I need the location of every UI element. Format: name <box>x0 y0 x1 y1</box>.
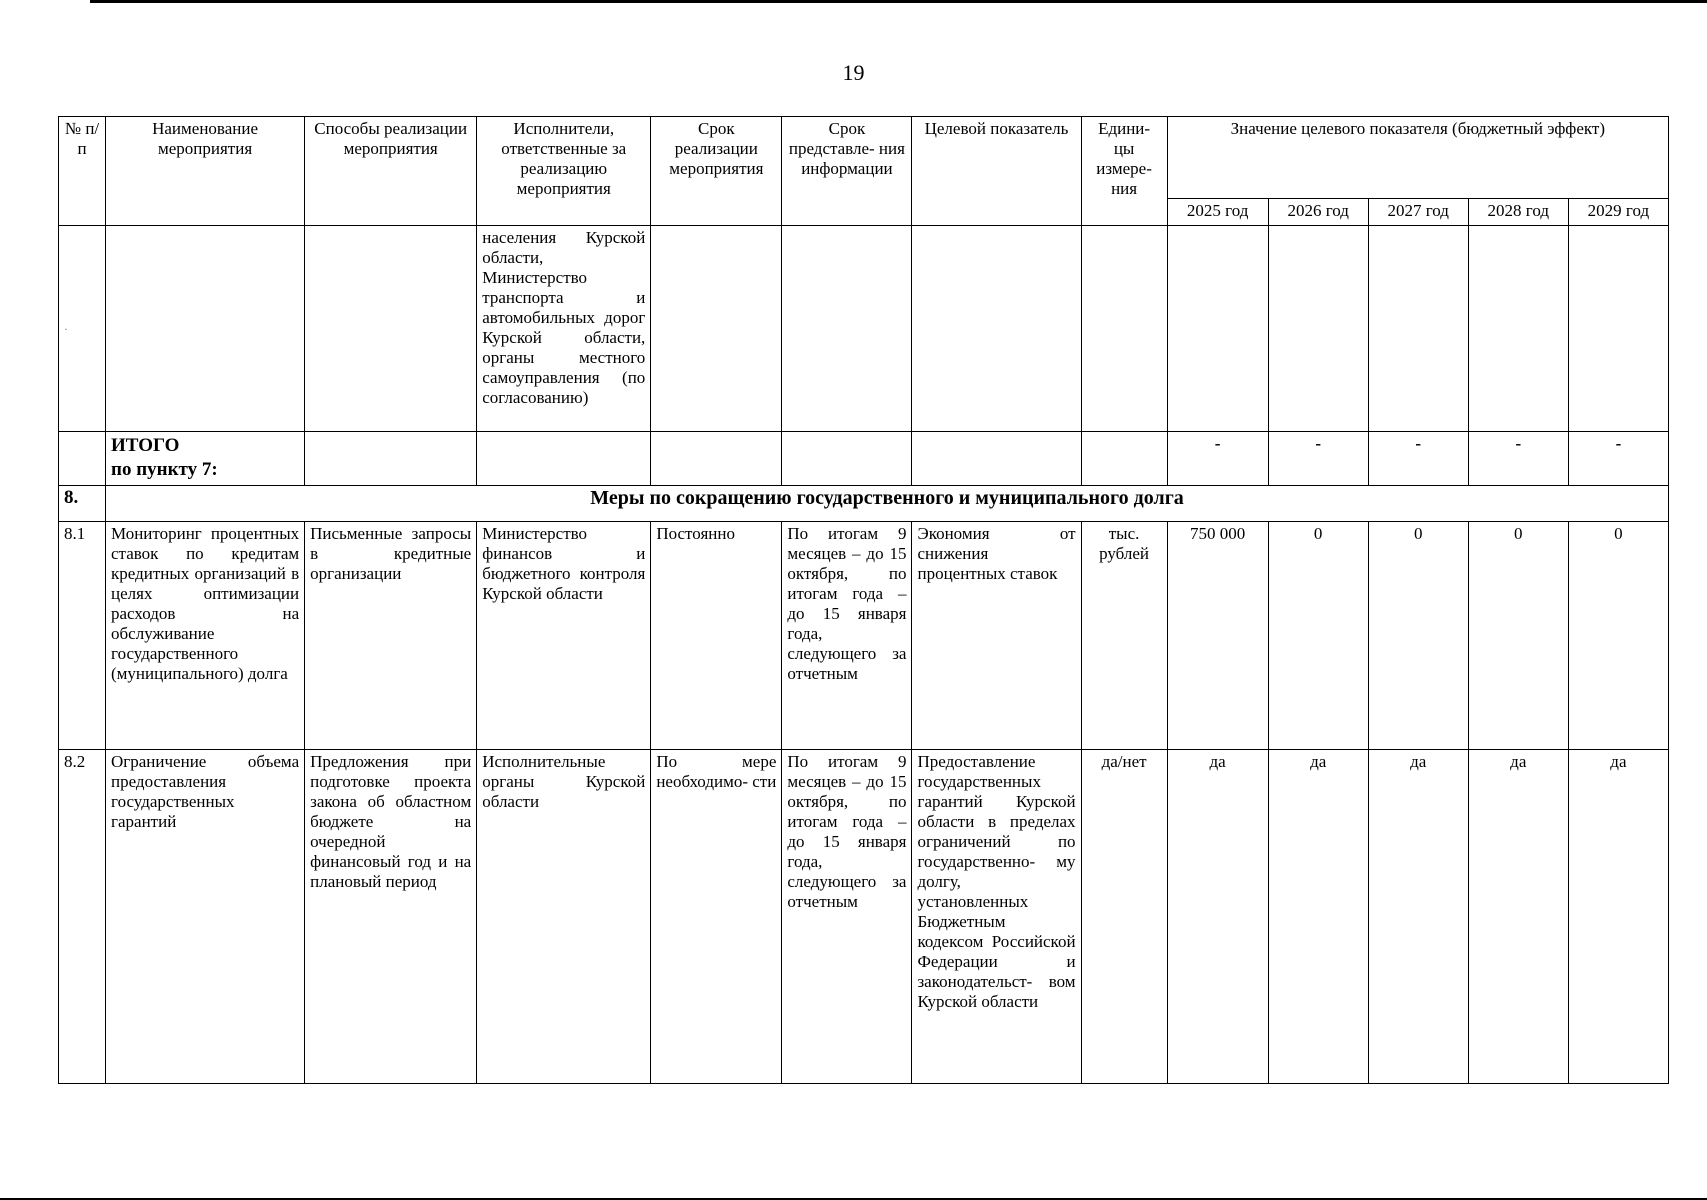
row-term <box>651 432 782 486</box>
row-indicator <box>912 432 1081 486</box>
header-year: 2025 год <box>1167 199 1268 226</box>
row-term <box>651 226 782 432</box>
row-term: По мере необходимо- сти <box>651 750 782 1084</box>
row-number <box>59 432 106 486</box>
total-value: - <box>1268 432 1368 486</box>
total-label-line2: по пункту 7: <box>111 459 218 480</box>
row-value <box>1468 226 1568 432</box>
measures-table <box>58 116 1669 1084</box>
row-number: 8.1 <box>59 522 106 750</box>
section-title: Меры по сокращению государственного и муниципального долга <box>106 486 1669 522</box>
header-executors: Исполнители, ответственные за реализацию мероприятия <box>477 117 651 226</box>
row-units: да/нет <box>1081 750 1167 1084</box>
row-report-term <box>782 432 912 486</box>
row-methods: Письменные запросы в кредитные организации <box>305 522 477 750</box>
row-units: тыс. рублей <box>1081 522 1167 750</box>
row-report-term <box>782 226 912 432</box>
header-values: Значение целевого показателя (бюджетный эффект) <box>1167 117 1668 199</box>
section-number: 8. <box>59 486 106 522</box>
row-value: да <box>1568 750 1668 1084</box>
row-number: · <box>59 226 106 432</box>
header-name: Наименование мероприятия <box>106 117 305 226</box>
total-value: - <box>1568 432 1668 486</box>
row-indicator: Предоставление государственных гарантий Курской области в пределах ограничений по государственно- му долгу, установленных Бюджетным кодексом Российской Федерации и законодательст- вом Курской области <box>912 750 1081 1084</box>
total-label <box>106 432 305 486</box>
header-year: 2026 год <box>1268 199 1368 226</box>
row-value <box>1167 226 1268 432</box>
row-methods <box>305 432 477 486</box>
top-border-line <box>90 0 1707 3</box>
row-report-term: По итогам 9 месяцев – до 15 октября, по итогам года – до 15 января года, следующего за отчетным <box>782 522 912 750</box>
row-value: 0 <box>1568 522 1668 750</box>
table-row <box>59 522 1669 750</box>
row-executors: населения Курской области, Министерство транспорта и автомобильных дорог Курской области, органы местного самоуправления (по согласованию) <box>477 226 651 432</box>
row-name: Мониторинг процентных ставок по кредитам кредитных организаций в целях оптимизации расходов на обслуживание государственного (муниципального) долга <box>106 522 305 750</box>
row-name: Ограничение объема предоставления государственных гарантий <box>106 750 305 1084</box>
total-label-line1: ИТОГО <box>111 435 180 456</box>
page-number: 19 <box>842 60 865 85</box>
row-term: Постоянно <box>651 522 782 750</box>
row-executors <box>477 432 651 486</box>
total-value: - <box>1468 432 1568 486</box>
header-number: № п/п <box>59 117 106 226</box>
header-indicator: Целевой показатель <box>912 117 1081 226</box>
total-value: - <box>1167 432 1268 486</box>
row-methods: Предложения при подготовке проекта закона об областном бюджете на очередной финансовый год и на плановый период <box>305 750 477 1084</box>
row-value: да <box>1167 750 1268 1084</box>
section-row <box>59 486 1669 522</box>
row-value <box>1568 226 1668 432</box>
header-term: Срок реализации мероприятия <box>651 117 782 226</box>
row-value <box>1368 226 1468 432</box>
row-value: 0 <box>1268 522 1368 750</box>
header-year: 2029 год <box>1568 199 1668 226</box>
continuation-row <box>59 226 1669 432</box>
row-units <box>1081 432 1167 486</box>
row-value: да <box>1268 750 1368 1084</box>
row-value <box>1268 226 1368 432</box>
row-executors: Министерство финансов и бюджетного контроля Курской области <box>477 522 651 750</box>
row-value: да <box>1368 750 1468 1084</box>
row-value: 750 000 <box>1167 522 1268 750</box>
total-value: - <box>1368 432 1468 486</box>
row-value: 0 <box>1468 522 1568 750</box>
row-value: да <box>1468 750 1568 1084</box>
table-row <box>59 750 1669 1084</box>
header-report-term: Срок представле- ния информации <box>782 117 912 226</box>
row-indicator <box>912 226 1081 432</box>
row-report-term: По итогам 9 месяцев – до 15 октября, по итогам года – до 15 января года, следующего за отчетным <box>782 750 912 1084</box>
header-year: 2027 год <box>1368 199 1468 226</box>
header-methods: Способы реализации мероприятия <box>305 117 477 226</box>
row-units <box>1081 226 1167 432</box>
row-methods <box>305 226 477 432</box>
table-header-row <box>59 117 1669 199</box>
row-executors: Исполнительные органы Курской области <box>477 750 651 1084</box>
header-year: 2028 год <box>1468 199 1568 226</box>
row-number: 8.2 <box>59 750 106 1084</box>
row-indicator: Экономия от снижения процентных ставок <box>912 522 1081 750</box>
row-value: 0 <box>1368 522 1468 750</box>
total-row <box>59 432 1669 486</box>
header-units: Едини- цы измере- ния <box>1081 117 1167 226</box>
row-name <box>106 226 305 432</box>
